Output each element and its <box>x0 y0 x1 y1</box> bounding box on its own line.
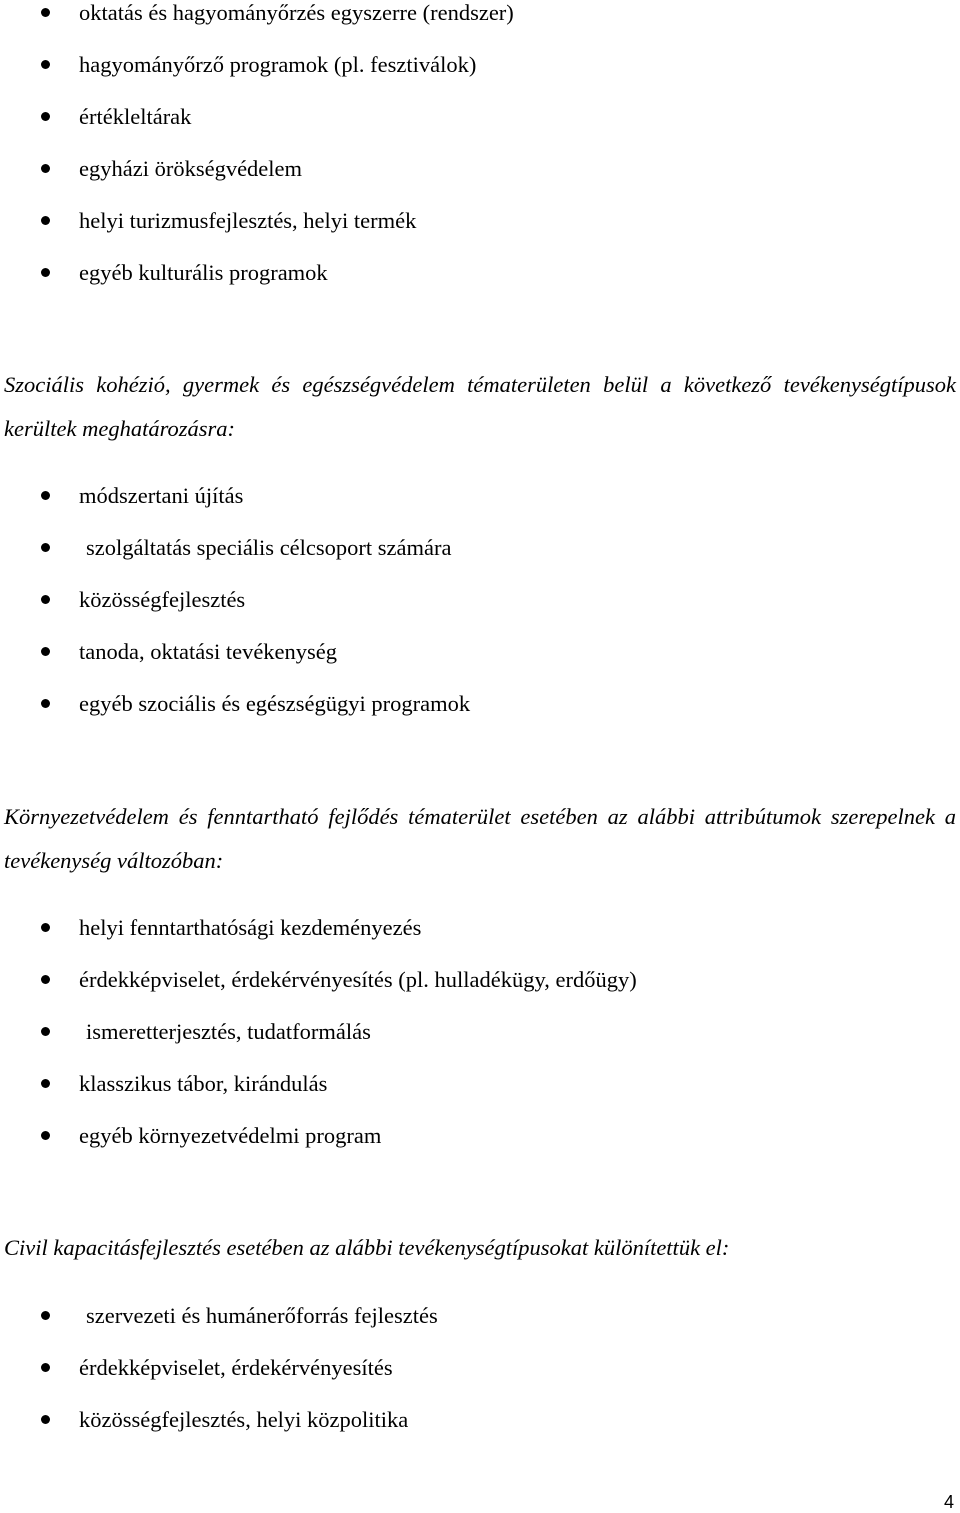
list-item <box>0 1123 960 1175</box>
bullet-icon <box>41 164 50 173</box>
list-item <box>0 104 960 156</box>
list-item-text: hagyományőrző programok (pl. fesztiválok) <box>79 52 477 77</box>
bullet-icon <box>41 647 50 656</box>
list-item <box>0 52 960 104</box>
list-item <box>0 1355 960 1407</box>
bullet-icon <box>41 1363 50 1372</box>
section-intro-social: Szociális kohézió, gyermek és egészségvédelem tématerületen belül a következő tevékenységtípusok kerültek meghatározásra: <box>4 372 956 441</box>
list-item-text: érdekképviselet, érdekérvényesítés <box>79 1355 393 1380</box>
bullet-list-capacity <box>0 1303 960 1459</box>
bullet-icon <box>41 1027 50 1036</box>
list-item-text: módszertani újítás <box>79 483 244 508</box>
bullet-list-culture <box>0 0 960 312</box>
bullet-icon <box>41 543 50 552</box>
bullet-icon <box>41 8 50 17</box>
list-item <box>0 1303 960 1355</box>
list-item-text: klasszikus tábor, kirándulás <box>79 1071 328 1096</box>
list-item <box>0 260 960 312</box>
page-number: 4 <box>943 1492 954 1512</box>
list-item <box>0 587 960 639</box>
list-item <box>0 0 960 52</box>
list-item-text: oktatás és hagyományőrzés egyszerre (rendszer) <box>79 0 514 25</box>
list-item <box>0 639 960 691</box>
bullet-icon <box>41 60 50 69</box>
bullet-icon <box>41 1311 50 1320</box>
list-item <box>0 915 960 967</box>
list-item <box>0 1019 960 1071</box>
list-item <box>0 1071 960 1123</box>
list-item <box>0 156 960 208</box>
list-item-text: közösségfejlesztés <box>79 587 246 612</box>
list-item-text: közösségfejlesztés, helyi közpolitika <box>79 1407 409 1432</box>
list-item-text: értékleltárak <box>79 104 192 129</box>
list-item <box>0 967 960 1019</box>
section-intro-capacity: Civil kapacitásfejlesztés esetében az alábbi tevékenységtípusokat különítettük el: <box>4 1235 730 1260</box>
bullet-icon <box>41 1415 50 1424</box>
bullet-icon <box>41 595 50 604</box>
list-item <box>0 1407 960 1459</box>
bullet-list-environment <box>0 915 960 1175</box>
bullet-icon <box>41 975 50 984</box>
list-item-text: helyi turizmusfejlesztés, helyi termék <box>79 208 417 233</box>
list-item-text: egyházi örökségvédelem <box>79 156 303 181</box>
section-intro-environment: Környezetvédelem és fenntartható fejlődés tématerület esetében az alábbi attribútumok szerepelnek a tevékenység változóban: <box>4 804 956 873</box>
list-item-text: helyi fenntarthatósági kezdeményezés <box>79 915 422 940</box>
bullet-icon <box>41 923 50 932</box>
list-item <box>0 483 960 535</box>
bullet-list-social <box>0 483 960 743</box>
list-item-text: ismeretterjesztés, tudatformálás <box>86 1019 371 1044</box>
list-item <box>0 691 960 743</box>
bullet-icon <box>41 112 50 121</box>
list-item-text: érdekképviselet, érdekérvényesítés (pl. hulladékügy, erdőügy) <box>79 967 637 992</box>
list-item-text: egyéb kulturális programok <box>79 260 328 285</box>
bullet-icon <box>41 699 50 708</box>
bullet-icon <box>41 268 50 277</box>
bullet-icon <box>41 1079 50 1088</box>
list-item-text: szervezeti és humánerőforrás fejlesztés <box>86 1303 438 1328</box>
list-item-text: egyéb környezetvédelmi program <box>79 1123 382 1148</box>
list-item <box>0 535 960 587</box>
bullet-icon <box>41 491 50 500</box>
bullet-icon <box>41 216 50 225</box>
list-item-text: szolgáltatás speciális célcsoport számára <box>86 535 452 560</box>
list-item-text: tanoda, oktatási tevékenység <box>79 639 338 664</box>
list-item <box>0 208 960 260</box>
list-item-text: egyéb szociális és egészségügyi programok <box>79 691 471 716</box>
bullet-icon <box>41 1131 50 1140</box>
